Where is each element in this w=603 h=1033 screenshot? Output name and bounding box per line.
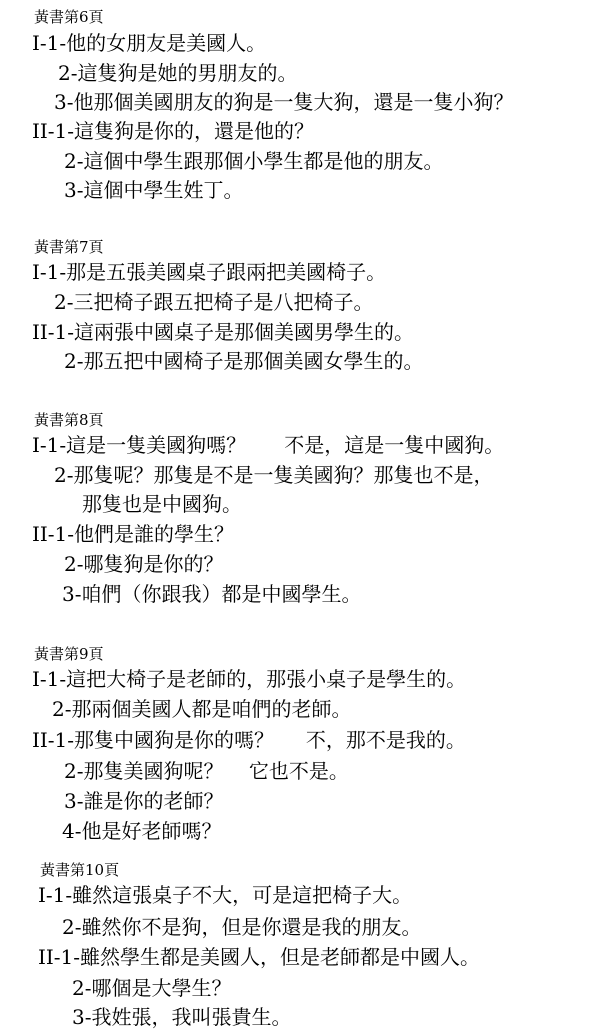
- sentence-8-I-2-continued: 那隻也是中國狗。: [82, 492, 242, 516]
- sentence-10-II-3: 3-我姓張，我叫張貴生。: [72, 1005, 292, 1029]
- sentence-7-I-2: 2-三把椅子跟五把椅子是八把椅子。: [54, 290, 374, 314]
- section-header-page-9: 黃書第9頁: [34, 645, 104, 663]
- sentence-6-I-1: I-1-他的女朋友是美國人。: [32, 31, 267, 55]
- sentence-9-I-1: I-1-這把大椅子是老師的，那張小桌子是學生的。: [32, 667, 467, 691]
- sentence-10-II-2: 2-哪個是大學生？: [72, 976, 232, 1000]
- sentence-9-II-1: II-1-那隻中國狗是你的嗎？ 不，那不是我的。: [32, 728, 466, 752]
- sentence-7-II-2: 2-那五把中國椅子是那個美國女學生的。: [64, 349, 424, 373]
- sentence-7-II-1: II-1-這兩張中國桌子是那個美國男學生的。: [32, 320, 415, 344]
- sentence-8-II-2: 2-哪隻狗是你的？: [64, 552, 224, 576]
- sentence-10-I-2: 2-雖然你不是狗，但是你還是我的朋友。: [62, 915, 422, 939]
- sentence-6-II-2: 2-這個中學生跟那個小學生都是他的朋友。: [64, 149, 444, 173]
- sentence-6-I-3: 3-他那個美國朋友的狗是一隻大狗，還是一隻小狗？: [54, 90, 514, 114]
- sentence-8-I-2: 2-那隻呢？那隻是不是一隻美國狗？那隻也不是，: [54, 463, 494, 487]
- sentence-6-I-2: 2-這隻狗是她的男朋友的。: [58, 61, 298, 85]
- sentence-9-I-2: 2-那兩個美國人都是咱們的老師。: [52, 697, 352, 721]
- sentence-10-II-1: II-1-雖然學生都是美國人，但是老師都是中國人。: [38, 945, 481, 969]
- section-header-page-6: 黃書第6頁: [34, 8, 104, 26]
- sentence-6-II-1: II-1-這隻狗是你的，還是他的？: [32, 119, 315, 143]
- sentence-6-II-3: 3-這個中學生姓丁。: [64, 178, 244, 202]
- sentence-7-I-1: I-1-那是五張美國桌子跟兩把美國椅子。: [32, 260, 387, 284]
- sentence-8-I-1: I-1-這是一隻美國狗嗎？ 不是，這是一隻中國狗。: [32, 433, 505, 457]
- sentence-10-I-1: I-1-雖然這張桌子不大，可是這把椅子大。: [38, 883, 413, 907]
- sentence-8-II-1: II-1-他們是誰的學生？: [32, 522, 235, 546]
- section-header-page-7: 黃書第7頁: [34, 238, 104, 256]
- sentence-9-II-4: 4-他是好老師嗎？: [62, 819, 222, 843]
- sentence-9-II-3: 3-誰是你的老師？: [64, 789, 224, 813]
- sentence-9-II-2: 2-那隻美國狗呢？ 它也不是。: [64, 759, 349, 783]
- sentence-8-II-3: 3-咱們（你跟我）都是中國學生。: [62, 582, 362, 606]
- section-header-page-10: 黃書第10頁: [40, 861, 120, 879]
- section-header-page-8: 黃書第8頁: [34, 411, 104, 429]
